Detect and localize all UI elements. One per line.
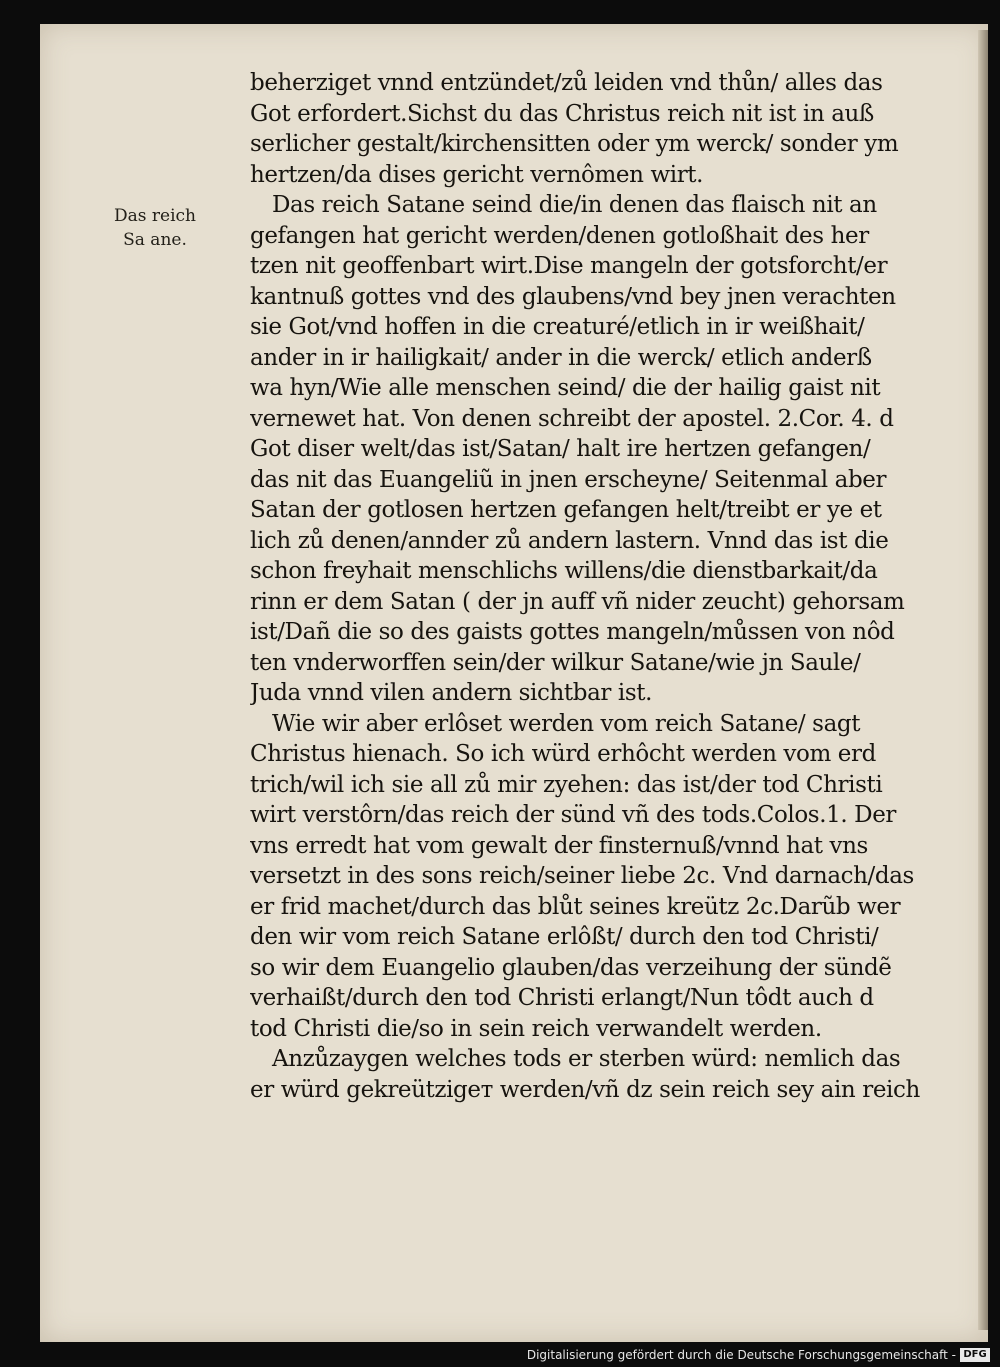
- text-line: rinn er dem Satan ( der jn auff vñ nider zeucht) gehorsam: [250, 588, 905, 615]
- text-line: tzen nit geoffenbart wirt.Dise mangeln der gotsforcht/er: [250, 253, 888, 279]
- margin-note-line: Sa ane.: [123, 230, 187, 250]
- text-line: er frid machet/durch das blůt seines kreütz 2c.Darũb wer: [250, 893, 901, 920]
- body-text: [250, 68, 920, 1105]
- text-line: vns erredt hat vom gewalt der finsternuß/vnnd hat vns: [250, 832, 868, 859]
- text-line: den wir vom reich Satane erlôßt/ durch den tod Christi/: [250, 924, 879, 950]
- text-line: ten vnderworffen sein/der wilkur Satane/wie jn Saule/: [250, 649, 861, 676]
- text-line: ander in ir hailigkait/ ander in die werck/ etlich anderß: [250, 344, 872, 371]
- text-line: Anzůzaygen welches tods er sterben würd: nemlich das: [272, 1046, 901, 1072]
- text-line: schon freyhait menschlichs willens/die dienstbarkait/da: [250, 558, 878, 584]
- text-line: wirt verstôrn/das reich der sünd vñ des tods.Colos.1. Der: [250, 802, 897, 828]
- text-line: kantnuß gottes vnd des glaubens/vnd bey jnen verachten: [250, 283, 896, 310]
- text-line: Wie wir aber erlôset werden vom reich Satane/ sagt: [272, 710, 861, 737]
- text-line: trich/wil ich sie all zů mir zyehen: das ist/der tod Christi: [250, 771, 883, 798]
- text-line: hertzen/da dises gericht vernômen wirt.: [250, 161, 704, 188]
- text-line: sie Got/vnd hoffen in die creaturé/etlich in ir weißhait/: [250, 314, 865, 340]
- text-line: Got erfordert.Sichst du das Christus reich nit ist in auß: [250, 100, 874, 127]
- margin-note: [80, 204, 230, 252]
- text-line: tod Christi die/so in sein reich verwandelt werden.: [250, 1015, 822, 1042]
- text-line: wa hyn/Wie alle menschen seind/ die der hailig gaist nit: [250, 375, 881, 401]
- text-line: Got diser welt/das ist/Satan/ halt ire hertzen gefangen/: [250, 436, 871, 462]
- text-line: serlicher gestalt/kirchensitten oder ym werck/ sonder ym: [250, 131, 899, 157]
- text-line: ist/Dañ die so des gaists gottes mangeln/můssen von nôd: [250, 619, 895, 645]
- text-line: Das reich Satane seind die/in denen das flaisch nit an: [272, 192, 877, 218]
- text-line: das nit das Euangeliũ in jnen erscheyne/ Seitenmal aber: [250, 466, 887, 493]
- text-line: er würd gekreützigeт werden/vñ dz sein reich sey ain reich: [250, 1076, 920, 1103]
- text-line: so wir dem Euangelio glauben/das verzeihung der sündẽ: [250, 954, 892, 981]
- page-edge: [978, 30, 988, 1330]
- margin-note-line: Das reich: [114, 206, 196, 226]
- text-line: beherziget vnnd entzündet/zů leiden vnd thůn/ alles das: [250, 70, 883, 96]
- text-line: Christus hienach. So ich würd erhôcht werden vom erd: [250, 741, 876, 767]
- text-line: Juda vnnd vilen andern sichtbar ist.: [250, 680, 653, 706]
- text-line: Satan der gotlosen hertzen gefangen helt/treibt er ye et: [250, 497, 882, 523]
- dfg-logo: DFG: [960, 1348, 990, 1362]
- text-line: versetzt in des sons reich/seiner liebe 2c. Vnd darnach/das: [250, 863, 914, 889]
- text-line: gefangen hat gericht werden/denen gotloßhait des her: [250, 222, 869, 249]
- text-line: lich zů denen/annder zů andern lastern. Vnnd das ist die: [250, 527, 889, 554]
- footer-credit: Digitalisierung gefördert durch die Deutsche Forschungsgemeinschaft -: [526, 1348, 956, 1362]
- text-line: vernewet hat. Von denen schreibt der apostel. 2.Cor. 4. d: [250, 405, 894, 432]
- text-line: verhaißt/durch den tod Christi erlangt/Nun tôdt auch d: [250, 985, 874, 1011]
